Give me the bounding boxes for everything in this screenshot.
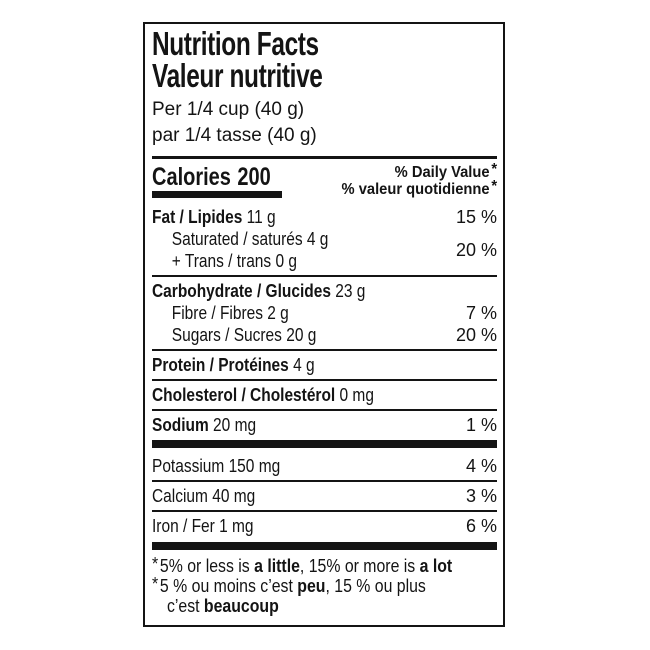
asterisk: * — [152, 574, 159, 594]
row-carbohydrate — [152, 280, 497, 302]
calories-label: Calories — [152, 163, 231, 191]
footnote-en: *5% or less is a little, 15% or more is a lot — [152, 554, 453, 576]
calories-value: 200 — [237, 163, 271, 191]
sodium-amount: 20 mg — [208, 415, 257, 435]
thick-bar-after-sodium — [152, 440, 497, 448]
separator-after-potassium — [152, 480, 497, 482]
asterisk: * — [491, 178, 497, 195]
row-cholesterol — [152, 384, 497, 406]
separator-after-fat — [152, 275, 497, 277]
cholesterol-amount: 0 mg — [335, 385, 374, 405]
saturated-fat-label: Saturated / saturés 4 g — [171, 229, 329, 249]
fat-amount: 11 g — [242, 207, 276, 227]
protein-label: Protein / Protéines — [152, 355, 289, 375]
fat-label: Fat / Lipides — [152, 207, 243, 227]
iron-daily-value: 6 % — [465, 516, 497, 536]
separator-after-calcium — [152, 510, 497, 512]
separator-after-carbohydrate — [152, 349, 497, 351]
row-calcium — [152, 485, 497, 507]
fat-daily-value: 15 % — [455, 207, 497, 227]
calories-underline-bar — [152, 191, 282, 198]
iron-label: Iron / Fer 1 mg — [152, 516, 254, 536]
thick-bar-after-iron — [152, 542, 497, 550]
carbohydrate-label: Carbohydrate / Glucides — [152, 281, 331, 301]
protein-amount: 4 g — [288, 355, 315, 375]
potassium-label: Potassium 150 mg — [152, 456, 281, 476]
trans-fat-label: + Trans / trans 0 g — [171, 251, 297, 271]
row-sugars — [152, 324, 497, 346]
row-potassium — [152, 455, 497, 477]
daily-value-header-fr: % valeur quotidienne * — [341, 178, 497, 198]
serving-size-en: Per 1/4 cup (40 g) — [152, 99, 305, 120]
calories-row — [152, 161, 497, 198]
row-sodium — [152, 414, 497, 436]
serving-size-fr: par 1/4 tasse (40 g) — [152, 125, 317, 146]
potassium-daily-value: 4 % — [465, 456, 497, 476]
daily-value-header-en: % Daily Value * — [394, 161, 497, 181]
row-fibre — [152, 302, 497, 324]
footnote-fr-line1: *5 % ou moins c’est peu, 15 % ou plus — [152, 574, 426, 596]
row-saturated-trans — [152, 228, 497, 272]
separator-after-cholesterol — [152, 409, 497, 411]
nutrition-facts-label — [143, 22, 505, 627]
sugars-daily-value: 20 % — [455, 325, 497, 345]
fibre-daily-value: 7 % — [465, 303, 497, 323]
row-protein — [152, 354, 497, 376]
calcium-daily-value: 3 % — [465, 486, 497, 506]
separator-after-protein — [152, 379, 497, 381]
calcium-label: Calcium 40 mg — [152, 486, 256, 506]
footnote-fr-line2: c’est beaucoup — [166, 596, 279, 616]
asterisk: * — [152, 554, 159, 574]
sodium-daily-value: 1 % — [465, 415, 497, 435]
sugars-label: Sugars / Sucres 20 g — [171, 325, 317, 345]
cholesterol-label: Cholesterol / Cholestérol — [152, 385, 336, 405]
fibre-label: Fibre / Fibres 2 g — [171, 303, 289, 323]
asterisk: * — [491, 161, 497, 178]
row-iron — [152, 515, 497, 537]
header-separator — [152, 156, 497, 159]
calories-text — [152, 164, 271, 190]
daily-value-header — [328, 161, 497, 198]
carbohydrate-amount: 23 g — [330, 281, 366, 301]
saturated-trans-daily-value: 20 % — [455, 240, 497, 260]
serving-size-block — [152, 97, 497, 149]
title-fr: Valeur nutritive — [152, 57, 323, 94]
title-en: Nutrition Facts — [152, 25, 319, 62]
calories-block — [152, 164, 300, 198]
row-fat — [152, 206, 497, 228]
sodium-label: Sodium — [152, 415, 209, 435]
